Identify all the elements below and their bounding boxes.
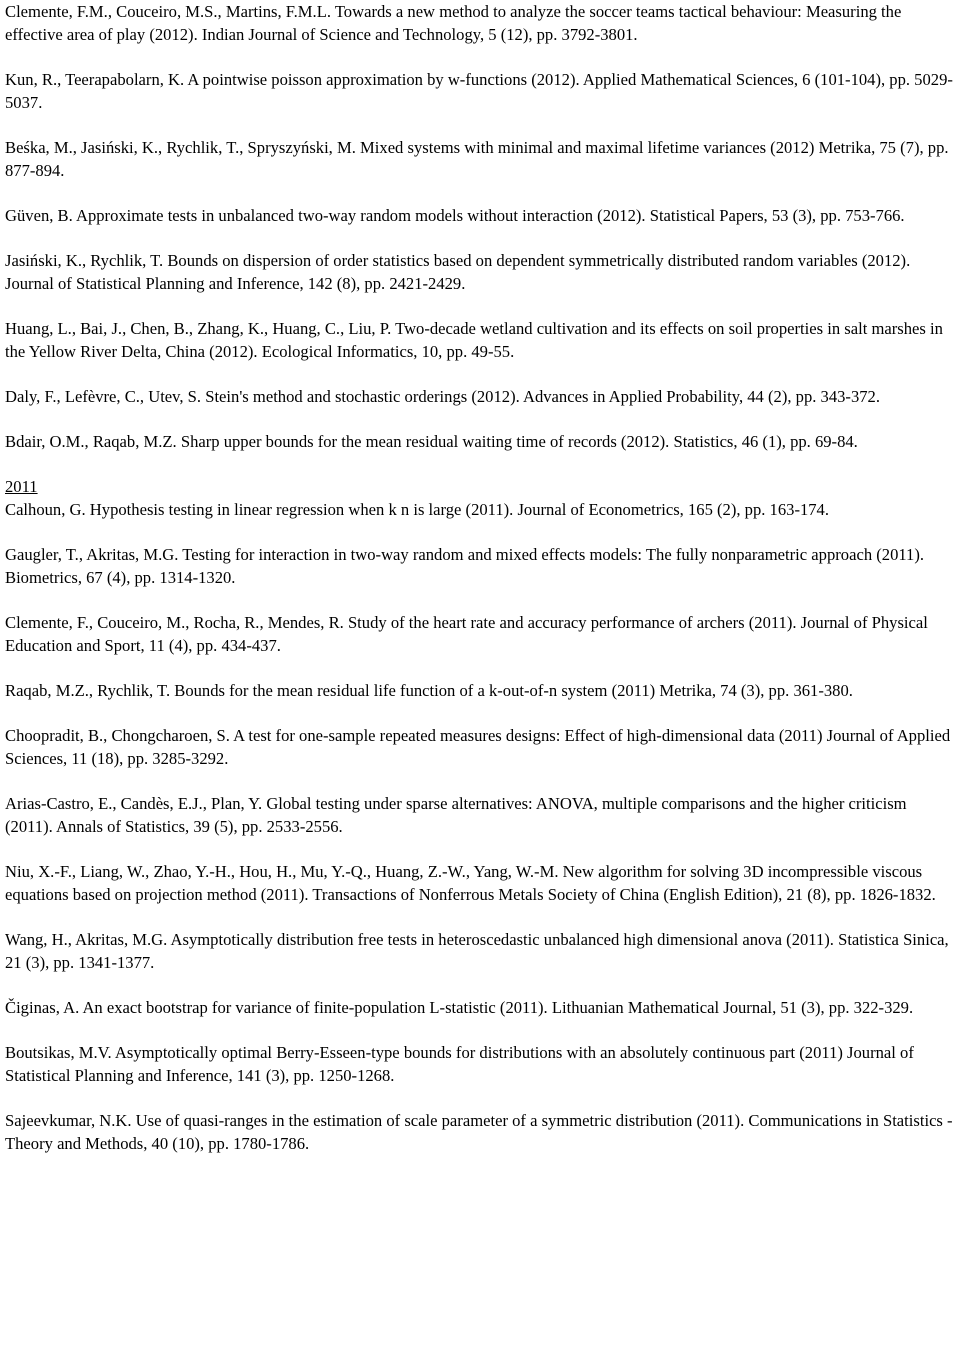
reference-entry: Niu, X.-F., Liang, W., Zhao, Y.-H., Hou, H., Mu, Y.-Q., Huang, Z.-W., Yang, W.-M. New algorithm for solving 3D incompressible viscous equations based on projection method (2011). Transactions of Nonferrous Metals Society of China (English Edition), 21 (8), pp. 1826-1832. xyxy=(5,862,936,904)
reference-entry: Clemente, F.M., Couceiro, M.S., Martins, F.M.L. Towards a new method to analyze the soccer teams tactical behaviour: Measuring the effective area of play (2012). Indian Journal of Science and Technology, 5 (12), pp. 3792-3801. xyxy=(5,2,902,44)
reference-entry: Jasiński, K., Rychlik, T. Bounds on dispersion of order statistics based on dependent symmetrically distributed random variables (2012). Journal of Statistical Planning and Inference, 142 (8), pp. 2421-2429. xyxy=(5,251,911,293)
reference-entry: Kun, R., Teerapabolarn, K. A pointwise poisson approximation by w-functions (2012). Applied Mathematical Sciences, 6 (101-104), pp. 5029-5037. xyxy=(5,70,953,112)
reference-entry: Boutsikas, M.V. Asymptotically optimal Berry-Esseen-type bounds for distributions with an absolutely continuous part (2011) Journal of Statistical Planning and Inference, 141 (3), pp. 1250-1268. xyxy=(5,1043,914,1085)
reference-entry: Clemente, F., Couceiro, M., Rocha, R., Mendes, R. Study of the heart rate and accuracy performance of archers (2011). Journal of Physical Education and Sport, 11 (4), pp. 434-437. xyxy=(5,613,928,655)
reference-entry: Huang, L., Bai, J., Chen, B., Zhang, K., Huang, C., Liu, P. Two-decade wetland cultivation and its effects on soil properties in salt marshes in the Yellow River Delta, China (2012). Ecological Informatics, 10, pp. 49-55. xyxy=(5,319,943,361)
reference-entry: Raqab, M.Z., Rychlik, T. Bounds for the mean residual life function of a k-out-of-n system (2011) Metrika, 74 (3), pp. 361-380. xyxy=(5,681,853,700)
reference-entry: Güven, B. Approximate tests in unbalanced two-way random models without interaction (2012). Statistical Papers, 53 (3), pp. 753-766. xyxy=(5,206,905,225)
reference-entry: Wang, H., Akritas, M.G. Asymptotically distribution free tests in heteroscedastic unbalanced high dimensional anova (2011). Statistica Sinica, 21 (3), pp. 1341-1377. xyxy=(5,930,949,972)
reference-entry: Čiginas, A. An exact bootstrap for variance of finite-population L-statistic (2011). Lithuanian Mathematical Journal, 51 (3), pp. 322-329. xyxy=(5,998,914,1017)
reference-entry: Calhoun, G. Hypothesis testing in linear regression when k n is large (2011). Journal of Econometrics, 165 (2), pp. 163-174. xyxy=(5,500,830,519)
reference-entry: Sajeevkumar, N.K. Use of quasi-ranges in the estimation of scale parameter of a symmetric distribution (2011). Communications in Statistics - Theory and Methods, 40 (10), pp. 1780-1786. xyxy=(5,1111,953,1153)
reference-entry: Bdair, O.M., Raqab, M.Z. Sharp upper bounds for the mean residual waiting time of records (2012). Statistics, 46 (1), pp. 69-84. xyxy=(5,432,858,451)
reference-entry: Arias-Castro, E., Candès, E.J., Plan, Y. Global testing under sparse alternatives: ANOVA, multiple comparisons and the higher criticism (2011). Annals of Statistics, 39 (5), pp. 2533-2556. xyxy=(5,794,907,836)
reference-entry: Daly, F., Lefèvre, C., Utev, S. Stein's method and stochastic orderings (2012). Advances in Applied Probability, 44 (2), pp. 343-372. xyxy=(5,387,880,406)
reference-list-page xyxy=(5,0,955,1177)
reference-entry: Choopradit, B., Chongcharoen, S. A test for one-sample repeated measures designs: Effect of high-dimensional data (2011) Journal of Applied Sciences, 11 (18), pp. 3285-3292. xyxy=(5,726,951,768)
year-heading: 2011 xyxy=(5,477,38,496)
reference-entry: Beśka, M., Jasiński, K., Rychlik, T., Spryszyński, M. Mixed systems with minimal and maximal lifetime variances (2012) Metrika, 75 (7), pp. 877-894. xyxy=(5,138,949,180)
reference-entry: Gaugler, T., Akritas, M.G. Testing for interaction in two-way random and mixed effects models: The fully nonparametric approach (2011). Biometrics, 67 (4), pp. 1314-1320. xyxy=(5,545,925,587)
